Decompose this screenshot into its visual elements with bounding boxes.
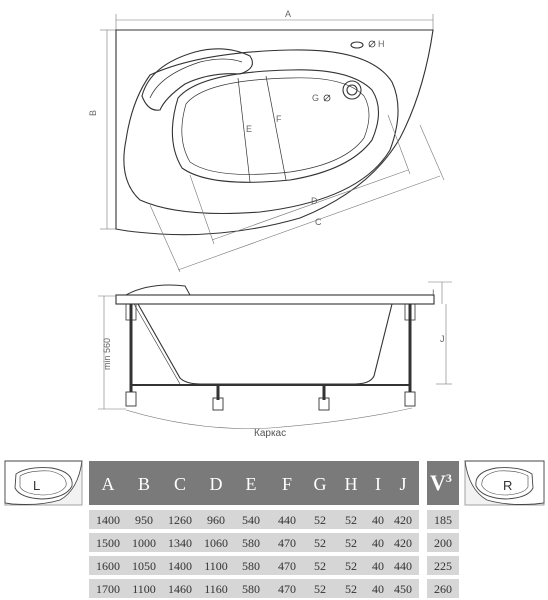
table-cell: 40: [372, 513, 384, 527]
dim-label-a: A: [285, 9, 292, 19]
dim-label-f: F: [276, 114, 282, 124]
table-cell: 440: [278, 513, 296, 527]
table-cell: 52: [314, 582, 326, 596]
table-cell: 470: [278, 559, 296, 573]
table-header-g: G: [313, 474, 327, 494]
table-cell: 580: [242, 536, 260, 550]
table-cell: 470: [278, 582, 296, 596]
side-view: [98, 282, 452, 429]
table-cell: 960: [207, 513, 225, 527]
table-cell: 580: [242, 582, 260, 596]
top-view: [100, 14, 444, 272]
table-cell: 450: [394, 582, 412, 596]
table-cell: 52: [314, 513, 326, 527]
dim-label-i: I: [432, 288, 435, 298]
table-cell: 1260: [168, 513, 192, 527]
volume-cell: 260: [434, 582, 452, 596]
table-cell: 40: [372, 536, 384, 550]
table-header-j: J: [399, 474, 407, 494]
volume-header: $V^3$: [430, 470, 452, 495]
table-cell: 52: [345, 513, 357, 527]
frame-label: Каркас: [254, 428, 287, 439]
table-cell: 1460: [168, 582, 192, 596]
table-cell: 1340: [168, 536, 192, 550]
dim-label-j: J: [440, 334, 445, 344]
table-cell: 52: [345, 582, 357, 596]
min-height-label: min 560: [102, 337, 112, 370]
table-header-i: I: [375, 474, 381, 494]
dim-label-d: D: [311, 196, 318, 206]
table-cell: 1000: [132, 536, 156, 550]
table-header-b: B: [137, 474, 151, 494]
table-cell: 540: [242, 513, 260, 527]
table-cell: 1400: [168, 559, 192, 573]
volume-cell: 185: [434, 513, 452, 527]
table-header-e: E: [245, 474, 257, 494]
table-header-c: C: [173, 474, 187, 494]
table-header-d: D: [209, 474, 223, 494]
table-header-h: H: [344, 474, 358, 494]
table-cell: 950: [135, 513, 153, 527]
overflow-h: [351, 42, 363, 48]
table-cell: 52: [314, 559, 326, 573]
spec-table: [89, 461, 459, 598]
volume-cell: 225: [434, 559, 452, 573]
side-rim: [116, 295, 434, 304]
table-cell: 580: [242, 559, 260, 573]
table-cell: 1400: [96, 513, 120, 527]
table-cell: 40: [372, 582, 384, 596]
table-cell: 1700: [96, 582, 120, 596]
dim-label-h: H: [378, 39, 385, 49]
table-cell: 1100: [132, 582, 156, 596]
dim-label-e: E: [246, 124, 253, 134]
dim-label-b: B: [88, 109, 98, 116]
left-variant-label: L: [33, 478, 41, 493]
table-header-f: F: [281, 474, 293, 494]
volume-cell: 200: [434, 536, 452, 550]
table-header-a: A: [101, 474, 115, 494]
table-cell: 440: [394, 559, 412, 573]
outer-rim: [116, 30, 433, 235]
table-cell: 420: [394, 513, 412, 527]
left-variant-icon: [5, 461, 82, 505]
table-cell: 470: [278, 536, 296, 550]
drain-g: [343, 81, 361, 99]
table-cell: 1600: [96, 559, 120, 573]
headrest: [142, 49, 252, 110]
table-cell: 1160: [204, 582, 228, 596]
bowl-outline: [124, 50, 398, 214]
table-cell: 420: [394, 536, 412, 550]
table-cell: 52: [314, 536, 326, 550]
right-variant-label: R: [503, 478, 513, 493]
table-cell: 1500: [96, 536, 120, 550]
table-cell: 1060: [204, 536, 228, 550]
table-cell: 40: [372, 559, 384, 573]
table-cell: 1100: [204, 559, 228, 573]
table-cell: 52: [345, 536, 357, 550]
table-cell: 1050: [132, 559, 156, 573]
dim-label-c: C: [315, 217, 322, 227]
table-cell: 52: [345, 559, 357, 573]
dim-label-g: G: [312, 93, 320, 103]
side-basin: [138, 304, 392, 384]
